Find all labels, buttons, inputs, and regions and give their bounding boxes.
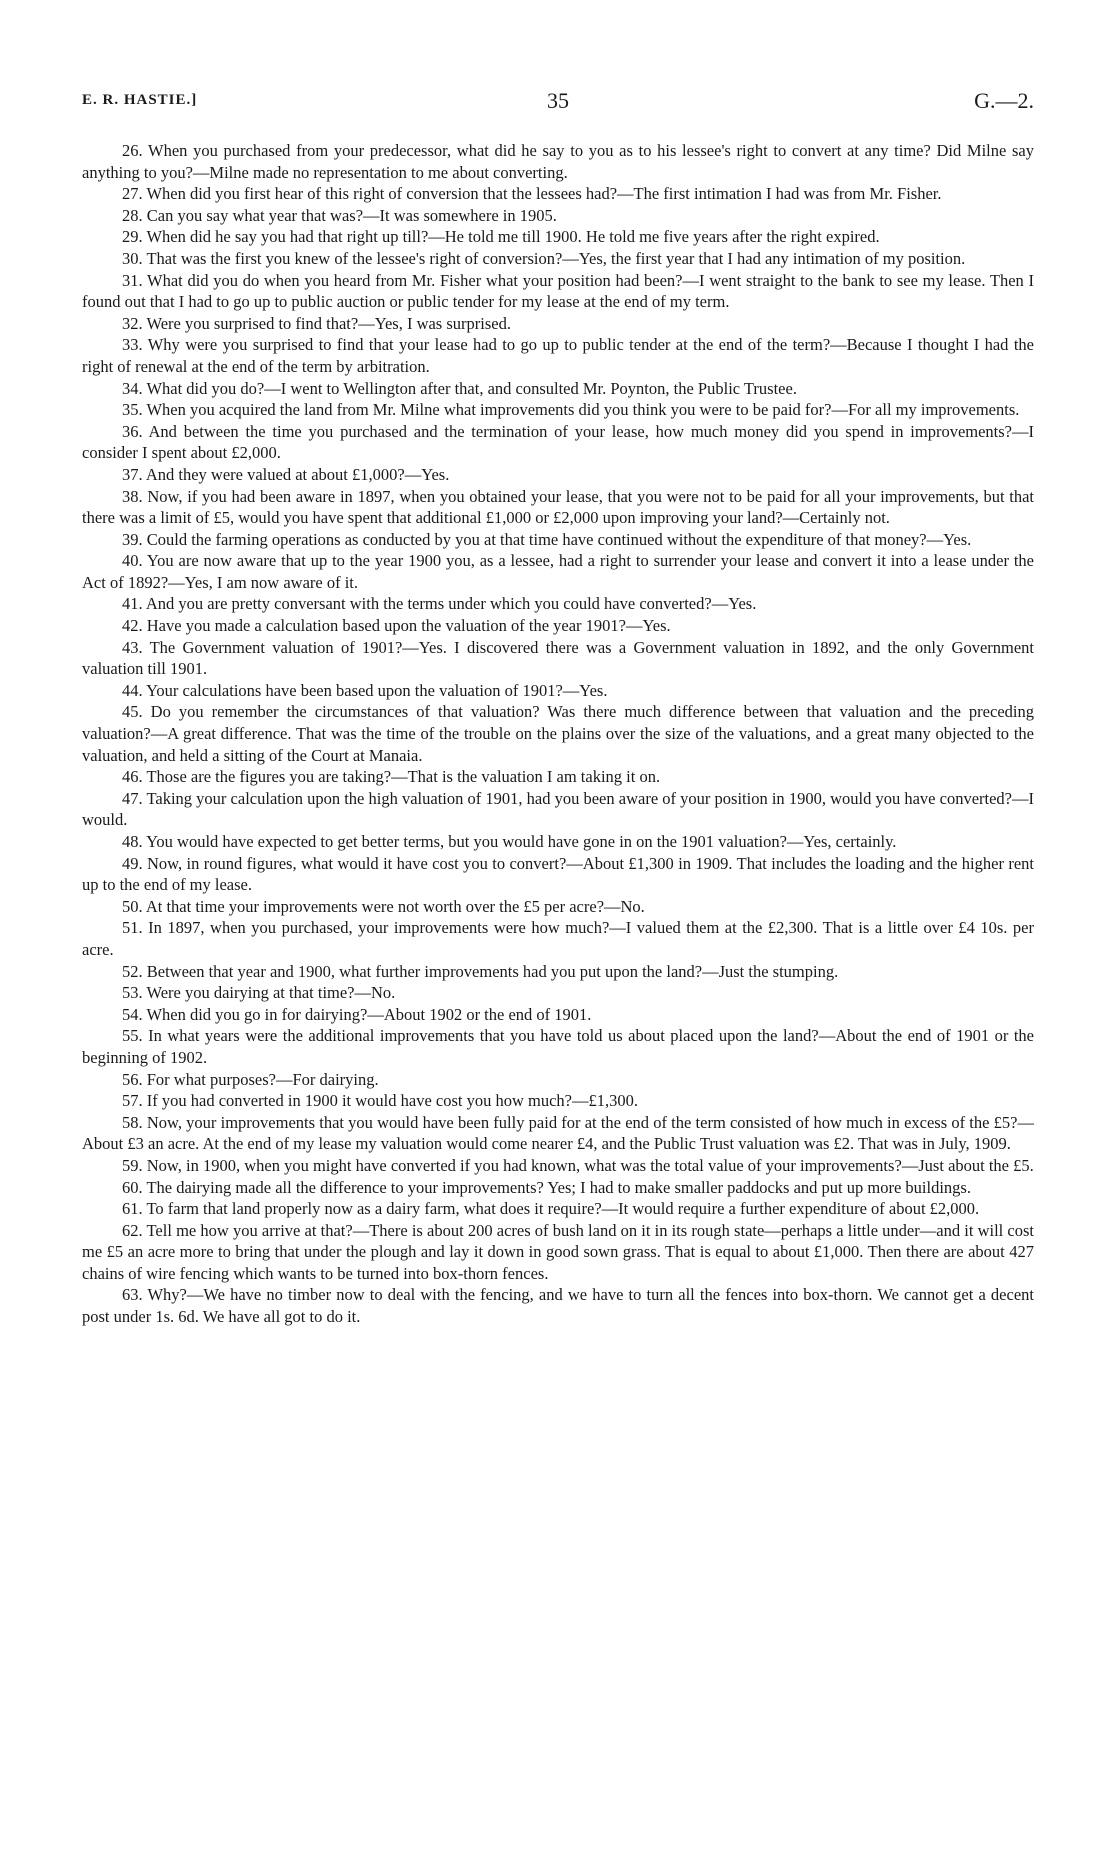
testimony-paragraph: 30. That was the first you knew of the lessee's right of conversion?—Yes, the first year that I had any intimation of my position.: [122, 248, 966, 268]
testimony-paragraph: 37. And they were valued at about £1,000?—Yes.: [122, 464, 450, 484]
testimony-paragraph: 61. To farm that land properly now as a dairy farm, what does it require?—It would require a further expenditure of about £2,000.: [122, 1199, 980, 1219]
testimony-paragraph: 49. Now, in round figures, what would it have cost you to convert?—About £1,300 in 1909. That includes the loading and the higher rent up to the end of my lease.: [82, 853, 1034, 895]
testimony-paragraph: 44. Your calculations have been based upon the valuation of 1901?—Yes.: [122, 680, 608, 700]
testimony-paragraph: 48. You would have expected to get better terms, but you would have gone in on the 1901 valuation?—Yes, certainly.: [122, 832, 897, 851]
document-body: [82, 140, 1034, 1328]
testimony-paragraph: 56. For what purposes?—For dairying.: [122, 1069, 379, 1089]
witness-name-header: E. R. HASTIE.]: [82, 92, 198, 108]
testimony-paragraph: 36. And between the time you purchased and the termination of your lease, how much money did you spend in improvements?—I consider I spent about £2,000.: [82, 421, 1034, 463]
testimony-paragraph: 32. Were you surprised to find that?—Yes, I was surprised.: [122, 313, 511, 333]
testimony-paragraph: 54. When did you go in for dairying?—About 1902 or the end of 1901.: [122, 1004, 592, 1024]
document-page: [82, 88, 1034, 1328]
testimony-paragraph: 58. Now, your improvements that you would have been fully paid for at the end of the term consisted of how much in excess of the £5?—About £3 an acre. At the end of my lease my valuation would come nearer £4, and the Public Trust valuation was £2. That was in July, 1909.: [82, 1112, 1034, 1154]
testimony-paragraph: 60. The dairying made all the difference to your improvements? Yes; I had to make smaller paddocks and put up more buildings.: [122, 1177, 971, 1197]
testimony-paragraph: 34. What did you do?—I went to Wellington after that, and consulted Mr. Poynton, the Public Trustee.: [122, 378, 797, 398]
testimony-paragraph: 57. If you had converted in 1900 it would have cost you how much?—£1,300.: [122, 1091, 638, 1111]
testimony-paragraph: 40. You are now aware that up to the year 1900 you, as a lessee, had a right to surrender your lease and convert it into a lease under the Act of 1892?—Yes, I am now aware of it.: [82, 551, 1034, 592]
testimony-paragraph: 27. When did you first hear of this right of conversion that the lessees had?—The first intimation I had was from Mr. Fisher.: [122, 184, 942, 204]
testimony-paragraph: 41. And you are pretty conversant with the terms under which you could have converted?—Yes.: [122, 594, 757, 614]
testimony-paragraph: 45. Do you remember the circumstances of that valuation? Was there much difference between that valuation and the preceding valuation?—A great difference. That was the time of the trouble on the plains over the size of the valuations, and a great many objected to the valuation, and held a sitting of the Court at Manaia.: [82, 702, 1034, 765]
testimony-paragraph: 55. In what years were the additional improvements that you have told us about placed upon the land?—About the end of 1901 or the beginning of 1902.: [82, 1026, 1034, 1067]
testimony-paragraph: 29. When did he say you had that right up till?—He told me till 1900. He told me five years after the right expired.: [122, 227, 880, 247]
document-reference: G.—2.: [974, 88, 1034, 113]
testimony-paragraph: 46. Those are the figures you are taking?—That is the valuation I am taking it on.: [122, 767, 661, 787]
testimony-paragraph: 35. When you acquired the land from Mr. Milne what improvements did you think you were to be paid for?—For all my improvements.: [122, 400, 1020, 420]
testimony-paragraph: 31. What did you do when you heard from Mr. Fisher what your position had been?—I went straight to the bank to see my lease. Then I found out that I had to go up to public auction or public tender for my lease at the end of my term.: [82, 270, 1034, 312]
testimony-paragraph: 26. When you purchased from your predecessor, what did he say to you as to his lessee's right to convert at any time? Did Milne say anything to you?—Milne made no representation to me about converting.: [82, 141, 1034, 182]
testimony-paragraph: 39. Could the farming operations as conducted by you at that time have continued without the expenditure of that money?—Yes.: [122, 529, 972, 549]
page-number: 35: [547, 88, 569, 113]
testimony-paragraph: 28. Can you say what year that was?—It was somewhere in 1905.: [122, 205, 557, 225]
testimony-paragraph: 52. Between that year and 1900, what further improvements had you put upon the land?—Just the stumping.: [122, 961, 839, 981]
testimony-paragraph: 47. Taking your calculation upon the high valuation of 1901, had you been aware of your position in 1900, would you have converted?—I would.: [82, 788, 1034, 830]
testimony-paragraph: 38. Now, if you had been aware in 1897, when you obtained your lease, that you were not to be paid for all your improvements, but that there was a limit of £5, would you have spent that additional £1,000 or £2,000 upon improving your land?—Certainly not.: [82, 486, 1034, 528]
testimony-paragraph: 59. Now, in 1900, when you might have converted if you had known, what was the total value of your improvements?—Just about the £5.: [122, 1155, 1034, 1175]
testimony-paragraph: 42. Have you made a calculation based upon the valuation of the year 1901?—Yes.: [122, 616, 671, 636]
testimony-paragraph: 53. Were you dairying at that time?—No.: [122, 983, 396, 1003]
testimony-paragraph: 62. Tell me how you arrive at that?—There is about 200 acres of bush land on it in its rough state—perhaps a little under—and it will cost me £5 an acre more to bring that under the plough and lay it down in good sown grass. That is equal to about £1,000. Then there are about 427 chains of wire fencing which wants to be turned into box-thorn fences.: [82, 1220, 1034, 1283]
testimony-paragraph: 33. Why were you surprised to find that your lease had to go up to public tender at the end of the term?—Because I thought I had the right of renewal at the end of the term by arbitration.: [82, 335, 1034, 376]
testimony-paragraph: 43. The Government valuation of 1901?—Yes. I discovered there was a Government valuation in 1892, and the only Government valuation till 1901.: [82, 637, 1034, 679]
testimony-paragraph: 50. At that time your improvements were not worth over the £5 per acre?—No.: [122, 896, 645, 916]
testimony-paragraph: 51. In 1897, when you purchased, your improvements were how much?—I valued them at the £2,300. That is a little over £4 10s. per acre.: [82, 918, 1034, 959]
page-header: [82, 88, 1034, 118]
testimony-paragraph: 63. Why?—We have no timber now to deal with the fencing, and we have to turn all the fences into box-thorn. We cannot get a decent post under 1s. 6d. We have all got to do it.: [82, 1285, 1034, 1327]
